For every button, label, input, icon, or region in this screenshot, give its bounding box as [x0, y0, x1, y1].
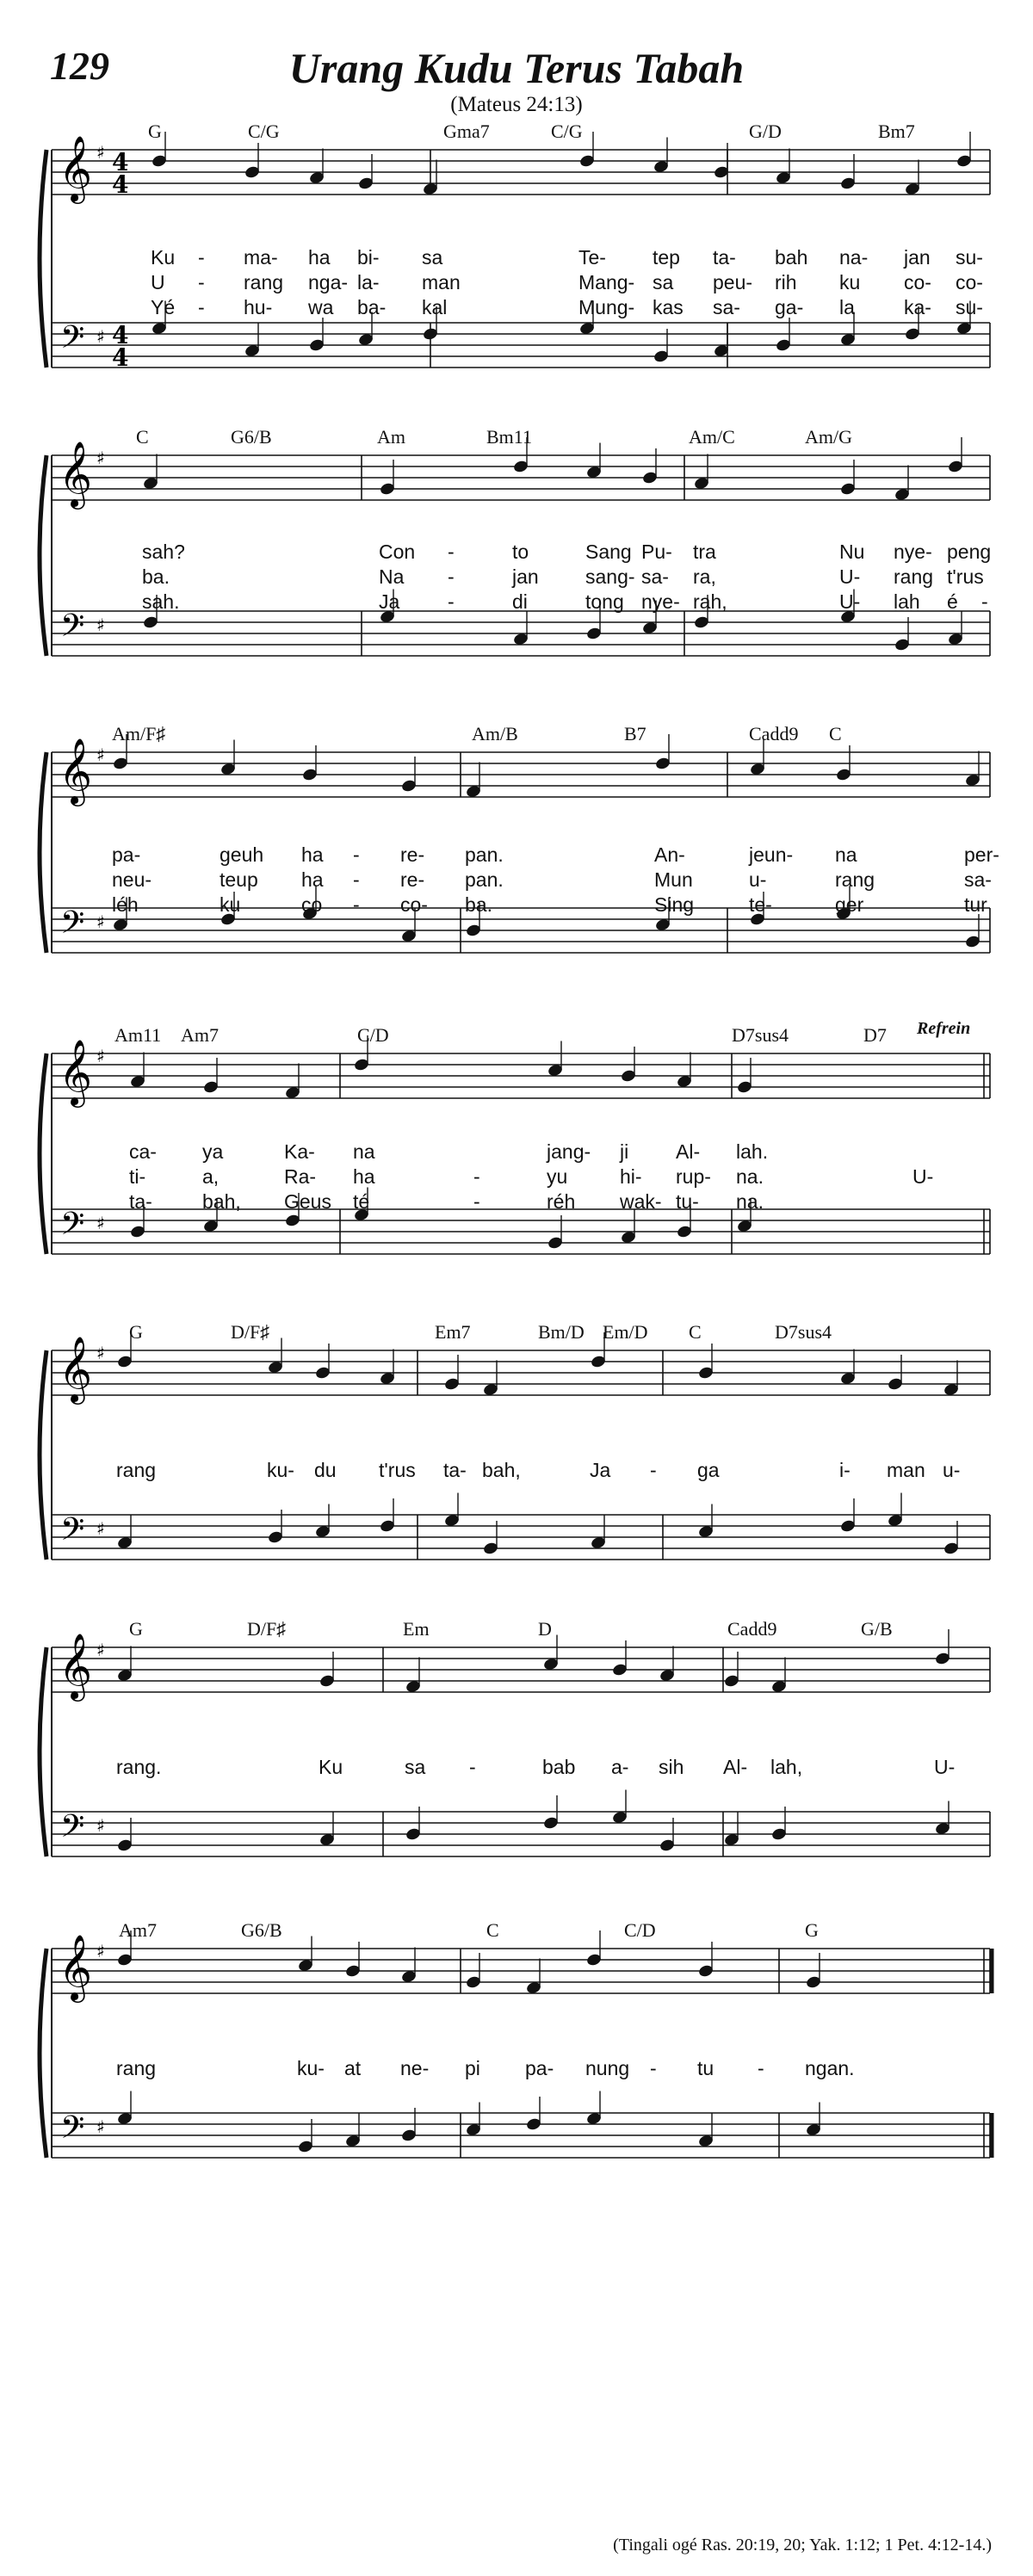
lyric-syllable: ne-	[400, 2057, 430, 2079]
lyric-syllable: su-	[956, 246, 983, 269]
lyric-syllable: ha	[353, 1165, 375, 1188]
refrain-label: Refrein	[917, 1019, 971, 1038]
chord-symbol: Cadd9	[727, 1618, 777, 1640]
chord-symbol: Bm7	[878, 120, 915, 142]
lyric-syllable: ngan.	[805, 2057, 855, 2079]
scripture-reference: (Mateus 24:13)	[450, 93, 583, 116]
lyric-syllable: na	[353, 1140, 375, 1163]
lyric-syllable: te-	[749, 893, 772, 916]
lyric-syllable: re-	[400, 868, 425, 891]
lyric-hyphen: -	[650, 2057, 657, 2079]
lyric-syllable: rang	[835, 868, 875, 891]
lyric-syllable: é	[947, 590, 958, 613]
lyric-syllable: wak-	[620, 1190, 662, 1213]
lyric-syllable: nung	[585, 2057, 630, 2079]
key-signature-sharp: ♯	[96, 1518, 105, 1539]
lyric-syllable: ba.	[465, 893, 492, 916]
chord-symbol: Am/G	[805, 426, 852, 448]
music-system	[0, 1321, 1033, 1605]
brace	[40, 455, 46, 656]
lyric-syllable: ti-	[129, 1165, 146, 1188]
chord-symbol: Am/B	[472, 723, 518, 744]
lyric-syllable: Ka-	[284, 1140, 315, 1163]
chord-symbol: G	[805, 1919, 819, 1941]
lyric-syllable: wa	[308, 296, 334, 318]
lyric-syllable: té	[353, 1190, 370, 1213]
lyric-syllable: pi	[465, 2057, 480, 2079]
lyric-syllable: Na	[379, 565, 405, 588]
lyric-syllable: kal	[422, 296, 448, 318]
lyric-syllable: sah?	[142, 541, 185, 563]
lyric-syllable: pan.	[465, 868, 504, 891]
chord-symbol: Am7	[119, 1919, 157, 1941]
time-signature: 4	[112, 343, 129, 372]
chord-symbol: D/F♯	[231, 1321, 270, 1343]
lyric-syllable: ba-	[357, 296, 387, 318]
lyric-syllable: rah,	[693, 590, 727, 613]
key-signature-sharp: ♯	[96, 1941, 105, 1961]
lyric-syllable: U-	[912, 1165, 934, 1188]
lyric-hyphen: -	[758, 2057, 764, 2079]
brace	[40, 1949, 46, 2158]
lyric-syllable: Al-	[676, 1140, 701, 1163]
lyric-syllable: re-	[400, 843, 425, 866]
lyric-syllable: na-	[839, 246, 869, 269]
lyric-syllable: ha	[301, 843, 324, 866]
chord-symbol: Am	[377, 426, 405, 448]
time-signature: 4	[112, 170, 129, 199]
lyric-syllable: sa-	[713, 296, 740, 318]
chord-symbol: G6/B	[231, 426, 272, 448]
bass-clef: 𝄢	[60, 1206, 85, 1250]
treble-clef: 𝄞	[59, 738, 93, 804]
lyric-syllable: Con	[379, 541, 416, 563]
lyric-syllable: ha	[301, 868, 324, 891]
lyric-hyphen: -	[353, 868, 360, 891]
time-signature: 4	[112, 148, 129, 176]
lyric-syllable: Ku	[319, 1756, 343, 1778]
lyric-syllable: Pu-	[641, 541, 672, 563]
chord-symbol: Am11	[114, 1024, 162, 1046]
chord-symbol: B7	[624, 723, 646, 744]
lyric-syllable: ga	[697, 1459, 720, 1481]
key-signature-sharp: ♯	[96, 448, 105, 468]
lyric-syllable: teup	[220, 868, 258, 891]
lyric-syllable: ta-	[443, 1459, 467, 1481]
lyric-syllable: bi-	[357, 246, 380, 269]
lyric-syllable: Yé	[151, 296, 176, 318]
lyric-syllable: sa	[422, 246, 443, 269]
lyric-syllable: to	[512, 541, 529, 563]
treble-clef: 𝄞	[59, 1934, 93, 2000]
lyric-syllable: Ku	[151, 246, 176, 269]
lyric-syllable: Sang	[585, 541, 632, 563]
lyric-syllable: U-	[839, 565, 861, 588]
lyric-syllable: Ja	[379, 590, 400, 613]
key-signature-sharp: ♯	[96, 744, 105, 765]
lyric-syllable: ta-	[129, 1190, 152, 1213]
treble-clef: 𝄞	[59, 1336, 93, 1402]
lyric-syllable: Al-	[723, 1756, 748, 1778]
lyric-syllable: tu	[697, 2057, 714, 2079]
chord-symbol: C	[829, 723, 842, 744]
brace	[40, 752, 46, 953]
key-signature-sharp: ♯	[96, 2116, 105, 2137]
lyric-syllable: rang	[116, 2057, 157, 2079]
treble-clef: 𝄞	[59, 1039, 93, 1105]
chord-symbol: C/D	[624, 1919, 656, 1941]
lyric-syllable: ku	[839, 271, 861, 293]
chord-symbol: G/D	[749, 120, 782, 142]
chord-symbol: Em	[403, 1618, 430, 1640]
lyric-syllable: jeun-	[749, 843, 794, 866]
lyric-syllable: rang	[894, 565, 934, 588]
lyric-syllable: bah	[775, 246, 808, 269]
lyric-syllable: a-	[611, 1756, 629, 1778]
lyric-syllable: Sing	[654, 893, 695, 916]
lyric-syllable: t'rus	[379, 1459, 416, 1481]
bass-clef: 𝄢	[60, 905, 85, 948]
music-system	[0, 723, 1033, 998]
chord-symbol: Am/F♯	[112, 723, 166, 744]
lyric-syllable: su-	[956, 296, 983, 318]
lyric-syllable: tu-	[676, 1190, 699, 1213]
lyric-syllable: jan	[512, 565, 539, 588]
lyric-syllable: nye-	[641, 590, 680, 613]
lyric-syllable: rang.	[116, 1756, 162, 1778]
lyric-syllable: ma-	[244, 246, 278, 269]
brace	[40, 1647, 46, 1856]
lyric-syllable: hu-	[244, 296, 273, 318]
lyric-syllable: réh	[547, 1190, 576, 1213]
brace	[40, 1350, 46, 1560]
chord-symbol: D7	[863, 1024, 887, 1046]
chord-symbol: D	[538, 1618, 552, 1640]
lyric-hyphen: -	[353, 843, 360, 866]
music-system	[0, 1919, 1033, 2203]
chord-symbol: Am7	[181, 1024, 219, 1046]
lyric-syllable: sa	[653, 271, 674, 293]
lyric-syllable: kas	[653, 296, 684, 318]
lyric-syllable: bah,	[482, 1459, 521, 1481]
bass-clef: 𝄢	[60, 2110, 85, 2153]
key-signature-sharp: ♯	[96, 326, 105, 347]
staff-svg	[0, 723, 1033, 998]
chord-symbol: D7sus4	[732, 1024, 789, 1046]
lyric-syllable: co-	[904, 271, 931, 293]
lyric-syllable: u-	[749, 868, 767, 891]
lyric-syllable: bah,	[202, 1190, 241, 1213]
lyric-syllable: An-	[654, 843, 685, 866]
lyric-syllable: u-	[943, 1459, 961, 1481]
key-signature-sharp: ♯	[96, 1343, 105, 1363]
bass-clef: 𝄢	[60, 1808, 85, 1852]
brace	[40, 1053, 46, 1254]
lyric-hyphen: -	[473, 1190, 480, 1213]
lyric-syllable: ger	[835, 893, 864, 916]
lyric-syllable: nga-	[308, 271, 349, 293]
lyric-syllable: lah	[894, 590, 920, 613]
lyric-syllable: ji	[620, 1140, 629, 1163]
lyric-syllable: na	[835, 843, 857, 866]
chord-symbol: G	[129, 1321, 143, 1343]
chord-symbol: C/D	[357, 1024, 389, 1046]
lyric-syllable: a,	[202, 1165, 220, 1188]
lyric-syllable: Ra-	[284, 1165, 317, 1188]
lyric-syllable: yu	[547, 1165, 568, 1188]
lyric-syllable: ca-	[129, 1140, 157, 1163]
lyric-syllable: i-	[839, 1459, 851, 1481]
chord-symbol: Bm11	[486, 426, 532, 448]
treble-clef: 𝄞	[59, 135, 93, 201]
bass-clef: 𝄢	[60, 319, 85, 363]
key-signature-sharp: ♯	[96, 615, 105, 635]
lyric-syllable: tur	[964, 893, 987, 916]
lyric-syllable: rang	[116, 1459, 157, 1481]
lyric-syllable: hi-	[620, 1165, 642, 1188]
chord-symbol: C	[486, 1919, 499, 1941]
key-signature-sharp: ♯	[96, 1815, 105, 1836]
lyric-syllable: tong	[585, 590, 624, 613]
lyric-syllable: rang	[244, 271, 284, 293]
lyric-hyphen: -	[198, 296, 205, 318]
chord-symbol: C/G	[248, 120, 280, 142]
lyric-syllable: t'rus	[947, 565, 984, 588]
music-system	[0, 120, 1033, 413]
lyric-syllable: jang-	[547, 1140, 591, 1163]
lyric-syllable: pa-	[112, 843, 141, 866]
chord-symbol: G6/B	[241, 1919, 282, 1941]
lyric-syllable: ku	[220, 893, 241, 916]
treble-clef: 𝄞	[59, 441, 93, 507]
lyric-syllable: rih	[775, 271, 797, 293]
lyric-syllable: tep	[653, 246, 680, 269]
lyric-syllable: ga-	[775, 296, 804, 318]
lyric-syllable: di	[512, 590, 528, 613]
chord-symbol: Cadd9	[749, 723, 799, 744]
lyric-syllable: per-	[964, 843, 999, 866]
lyric-hyphen: -	[198, 246, 205, 269]
lyric-syllable: Ja	[590, 1459, 611, 1481]
lyric-syllable: Nu	[839, 541, 865, 563]
lyric-syllable: sah.	[142, 590, 180, 613]
lyric-hyphen: -	[448, 590, 455, 613]
lyric-syllable: sa	[405, 1756, 426, 1778]
lyric-syllable: nye-	[894, 541, 932, 563]
lyric-hyphen: -	[473, 1165, 480, 1188]
music-system	[0, 1019, 1033, 1300]
lyric-syllable: sih	[659, 1756, 684, 1778]
lyric-syllable: ha	[308, 246, 331, 269]
chord-symbol: G/B	[861, 1618, 893, 1640]
lyric-syllable: sang-	[585, 565, 635, 588]
chord-symbol: D7sus4	[775, 1321, 832, 1343]
key-signature-sharp: ♯	[96, 911, 105, 932]
lyric-syllable: na.	[736, 1165, 764, 1188]
music-system	[0, 1618, 1033, 1902]
lyric-syllable: peu-	[713, 271, 753, 293]
lyric-hyphen: -	[353, 893, 360, 916]
chord-symbol: C/G	[551, 120, 583, 142]
chord-symbol: G	[129, 1618, 143, 1640]
lyric-syllable: bab	[542, 1756, 576, 1778]
lyric-syllable: ka-	[904, 296, 931, 318]
hymn-title: Urang Kudu Terus Tabah	[288, 44, 745, 92]
lyric-syllable: lah.	[736, 1140, 769, 1163]
chord-symbol: Em/D	[603, 1321, 648, 1343]
lyric-syllable: la-	[357, 271, 380, 293]
lyric-syllable: rup-	[676, 1165, 711, 1188]
lyric-syllable: ba.	[142, 565, 170, 588]
lyric-syllable: ta-	[713, 246, 736, 269]
key-signature-sharp: ♯	[96, 1213, 105, 1233]
lyric-syllable: tra	[693, 541, 716, 563]
chord-symbol: G	[148, 120, 162, 142]
lyric-hyphen: -	[650, 1459, 657, 1481]
lyric-syllable: geuh	[220, 843, 264, 866]
lyric-syllable: U	[151, 271, 165, 293]
chord-symbol: C	[136, 426, 149, 448]
lyric-syllable: Mang-	[578, 271, 635, 293]
lyric-syllable: Mun	[654, 868, 693, 891]
chord-symbol: Am/C	[689, 426, 735, 448]
lyric-syllable: U-	[839, 590, 861, 613]
chord-symbol: Em7	[435, 1321, 471, 1343]
lyric-hyphen: -	[448, 565, 455, 588]
lyric-syllable: co	[301, 893, 323, 916]
lyric-hyphen: -	[981, 590, 988, 613]
lyric-syllable: sa-	[964, 868, 992, 891]
footer-references: (Tingali ogé Ras. 20:19, 20; Yak. 1:12; 1 Pet. 4:12-14.)	[613, 2536, 992, 2554]
lyric-syllable: ku-	[297, 2057, 325, 2079]
lyric-syllable: ku-	[267, 1459, 294, 1481]
lyric-syllable: pa-	[525, 2057, 554, 2079]
treble-clef: 𝄞	[59, 1633, 93, 1699]
lyric-syllable: man	[422, 271, 461, 293]
lyric-hyphen: -	[198, 271, 205, 293]
lyric-syllable: lah,	[770, 1756, 803, 1778]
lyric-hyphen: -	[469, 1756, 476, 1778]
staff-svg	[0, 426, 1033, 701]
key-signature-sharp: ♯	[96, 1046, 105, 1066]
bass-clef: 𝄢	[60, 608, 85, 652]
lyric-syllable: Te-	[578, 246, 606, 269]
lyric-syllable: man	[887, 1459, 925, 1481]
lyric-syllable: neu-	[112, 868, 152, 891]
lyric-syllable: Geus	[284, 1190, 331, 1213]
lyric-syllable: sa-	[641, 565, 669, 588]
lyric-syllable: Mung-	[578, 296, 635, 318]
lyric-syllable: la	[839, 296, 855, 318]
music-system	[0, 426, 1033, 701]
lyric-syllable: pan.	[465, 843, 504, 866]
lyric-syllable: ya	[202, 1140, 224, 1163]
chord-symbol: Bm/D	[538, 1321, 585, 1343]
bass-clef: 𝄢	[60, 1511, 85, 1555]
chord-symbol: C	[689, 1321, 702, 1343]
key-signature-sharp: ♯	[96, 142, 105, 163]
time-signature: 4	[112, 321, 129, 349]
lyric-syllable: at	[344, 2057, 362, 2079]
chord-symbol: Gma7	[443, 120, 490, 142]
lyric-syllable: co-	[400, 893, 428, 916]
lyric-syllable: na.	[736, 1190, 764, 1213]
lyric-syllable: du	[314, 1459, 337, 1481]
lyric-syllable: co-	[956, 271, 983, 293]
lyric-syllable: U-	[934, 1756, 956, 1778]
lyric-syllable: léh	[112, 893, 139, 916]
chord-symbol: D/F♯	[247, 1618, 287, 1640]
lyric-syllable: ra,	[693, 565, 716, 588]
lyric-hyphen: -	[448, 541, 455, 563]
lyric-syllable: peng	[947, 541, 992, 563]
brace	[40, 150, 46, 368]
lyric-syllable: jan	[904, 246, 931, 269]
key-signature-sharp: ♯	[96, 1640, 105, 1660]
hymn-number: 129	[50, 44, 109, 88]
